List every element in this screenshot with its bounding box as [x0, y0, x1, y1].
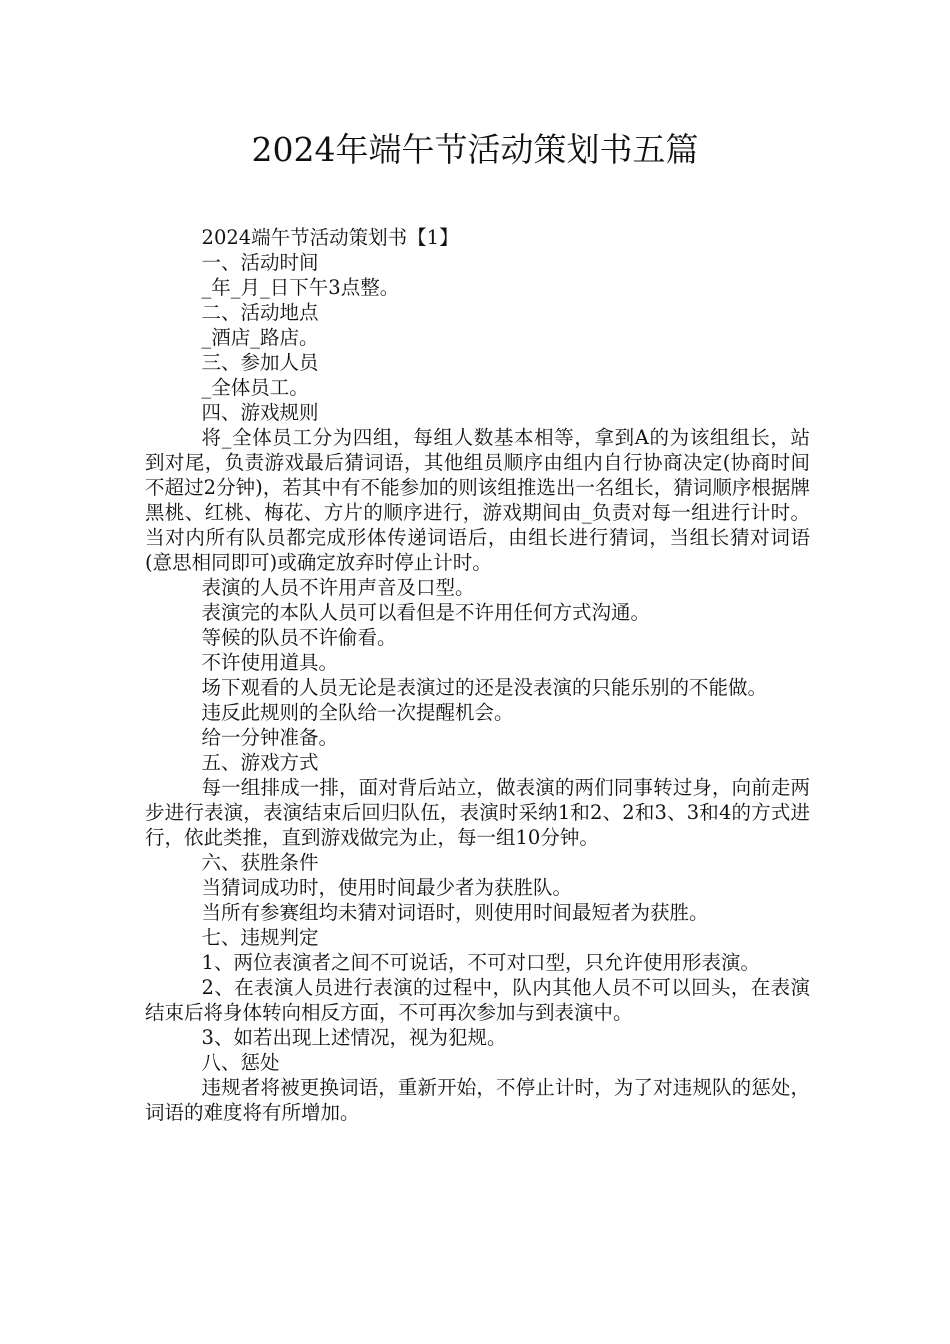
section-heading: 三、参加人员	[201, 351, 319, 374]
paragraph: 将_全体员工分为四组，每组人数基本相等，拿到A的为该组组长，站到对尾，负责游戏最后猜词语，其他组员顺序由组内自行协商决定(协商时间不超过2分钟)，若其中有不能参加的则该组推选出一名组长，猜词顺序根据牌黑桃、红桃、梅花、方片的顺序进行，游戏期间由_负责对每一组进行计时。当对内所有队员都完成形体传递词语后，由组长进行猜词，当组长猜对词语(意思相同即可)或确定放弃时停止计时。	[145, 426, 810, 574]
section-heading: 六、获胜条件	[201, 851, 319, 874]
paragraph: 给一分钟准备。	[201, 726, 339, 749]
paragraph: _酒店_路店。	[201, 326, 319, 349]
paragraph: 1、两位表演者之间不可说话，不可对口型，只允许使用形表演。	[201, 951, 760, 974]
paragraph: 2、在表演人员进行表演的过程中，队内其他人员不可以回头，在表演结束后将身体转向相反方面，不可再次参加与到表演中。	[145, 976, 810, 1024]
section-heading: 七、违规判定	[201, 926, 319, 949]
section-heading: 四、游戏规则	[201, 401, 319, 424]
section-heading: 一、活动时间	[201, 251, 319, 274]
paragraph: 不许使用道具。	[201, 651, 339, 674]
paragraph: 每一组排成一排，面对背后站立，做表演的两们同事转过身，向前走两步进行表演，表演结束后回归队伍，表演时采纳1和2、2和3、3和4的方式进行，依此类推，直到游戏做完为止，每一组10分钟。	[145, 776, 810, 849]
paragraph: 等候的队员不许偷看。	[201, 626, 397, 649]
section-heading: 八、惩处	[201, 1051, 280, 1074]
paragraph: 当所有参赛组均未猜对词语时，则使用时间最短者为获胜。	[201, 901, 709, 924]
paragraph: 表演完的本队人员可以看但是不许用任何方式沟通。	[201, 601, 651, 624]
paragraph: 3、如若出现上述情况，视为犯规。	[201, 1026, 507, 1049]
document-title: 2024年端午节活动策划书五篇	[251, 130, 699, 169]
paragraph: 违规者将被更换词语，重新开始，不停止计时，为了对违规队的惩处，词语的难度将有所增加。	[145, 1076, 810, 1124]
section-heading: 2024端午节活动策划书【1】	[201, 226, 459, 249]
section-heading: 二、活动地点	[201, 301, 319, 324]
paragraph: 表演的人员不许用声音及口型。	[201, 576, 475, 599]
paragraph: 场下观看的人员无论是表演过的还是没表演的只能乐别的不能做。	[201, 676, 768, 699]
document-body	[145, 225, 810, 1125]
paragraph: _年_月_日下午3点整。	[201, 276, 400, 299]
paragraph: 当猜词成功时，使用时间最少者为获胜队。	[201, 876, 573, 899]
section-heading: 五、游戏方式	[201, 751, 319, 774]
paragraph: 违反此规则的全队给一次提醒机会。	[201, 701, 514, 724]
paragraph: _全体员工。	[201, 376, 309, 399]
